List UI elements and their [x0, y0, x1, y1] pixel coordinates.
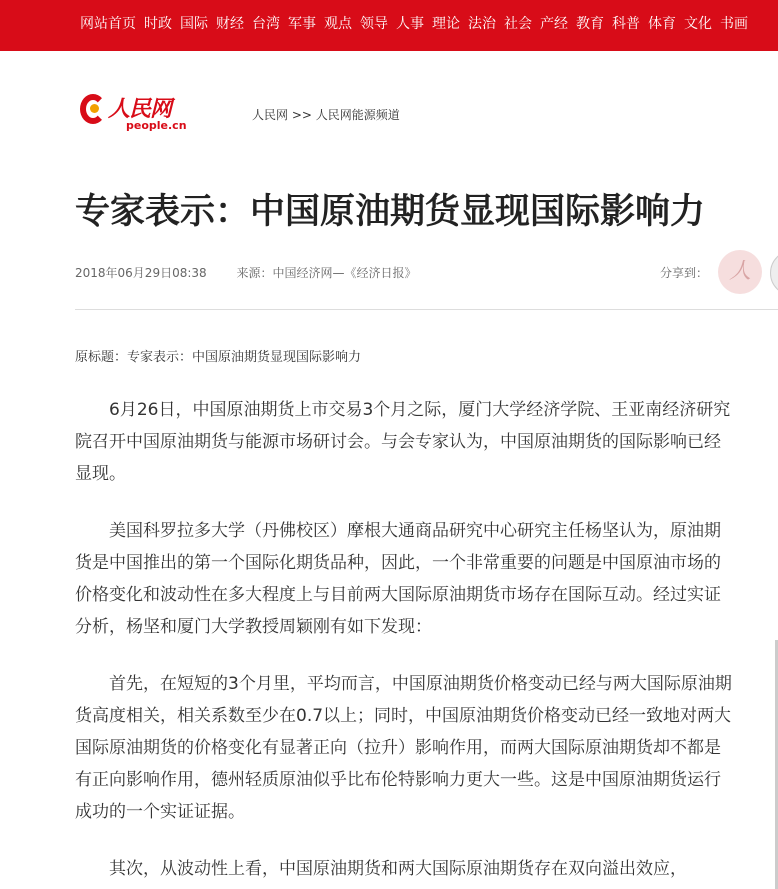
logo-cn-text: 人民网 [108, 96, 172, 122]
nav-list [80, 13, 756, 33]
nav-item-14[interactable]: 科普 [612, 16, 640, 32]
article-paragraph-3: 首先，在短短的3个月里，平均而言，中国原油期货价格变动已经与两大国际原油期货高度相关，相关系数至少在0.7以上；同时，中国原油期货价格变动已经一致地对两大国际原油期货的价格变化有显著正向（拉升）影响作用，而两大国际原油期货却不都是有正向影响作用，德州轻质原油似乎比布伦特影响力更大一些。这是中国原油期货运行成功的一个实证证据。 [75, 674, 732, 822]
nav-item-15[interactable]: 体育 [648, 16, 676, 32]
weibo-share-icon[interactable] [770, 250, 778, 296]
breadcrumb-channel-link[interactable]: 人民网能源频道 [315, 108, 400, 122]
logo-dot-icon [90, 104, 99, 113]
nav-item-7[interactable]: 领导 [360, 16, 388, 32]
article-paragraph-2: 美国科罗拉多大学（丹佛校区）摩根大通商品研究中心研究主任杨坚认为，原油期货是中国推出的第一个国际化期货品种，因此，一个非常重要的问题是中国原油市场的价格变化和波动性在多大程度上与目前两大国际原油期货市场存在国际互动。经过实证分析，杨坚和厦门大学教授周颖刚有如下发现： [75, 521, 721, 637]
people-cn-logo[interactable] [80, 92, 195, 138]
top-nav-bar [0, 0, 778, 51]
nav-item-5[interactable]: 军事 [288, 16, 316, 32]
article-paragraph-1: 6月26日，中国原油期货上市交易3个月之际，厦门大学经济学院、王亚南经济研究院召开中国原油期货与能源市场研讨会。与会专家认为，中国原油期货的国际影响已经显现。 [75, 400, 731, 484]
nav-item-17[interactable]: 书画 [720, 16, 748, 32]
nav-item-0[interactable]: 网站首页 [80, 16, 136, 32]
share-label: 分享到： [660, 266, 709, 280]
breadcrumb-home-link[interactable]: 人民网 [252, 108, 289, 122]
article-source: 来源：中国经济网—《经济日报》 [236, 266, 417, 280]
people-share-icon[interactable]: 人 [718, 250, 762, 294]
nav-item-16[interactable]: 文化 [684, 16, 712, 32]
article-meta [75, 264, 417, 281]
nav-item-2[interactable]: 国际 [180, 16, 208, 32]
article-datetime: 2018年06月29日08:38 [75, 266, 207, 280]
article-title: 专家表示：中国原油期货显现国际影响力 [75, 192, 706, 232]
nav-item-10[interactable]: 法治 [468, 16, 496, 32]
header-divider [75, 309, 778, 310]
nav-item-11[interactable]: 社会 [504, 16, 532, 32]
nav-item-1[interactable]: 时政 [144, 16, 172, 32]
nav-item-12[interactable]: 产经 [540, 16, 568, 32]
breadcrumb [252, 106, 400, 123]
nav-item-9[interactable]: 理论 [432, 16, 460, 32]
nav-item-13[interactable]: 教育 [576, 16, 604, 32]
original-title: 原标题：专家表示：中国原油期货显现国际影响力 [75, 350, 362, 365]
logo-en-text: people.cn [126, 119, 187, 132]
nav-item-4[interactable]: 台湾 [252, 16, 280, 32]
breadcrumb-separator: >> [291, 108, 312, 122]
nav-item-6[interactable]: 观点 [324, 16, 352, 32]
nav-item-8[interactable]: 人事 [396, 16, 424, 32]
nav-item-3[interactable]: 财经 [216, 16, 244, 32]
article-paragraph-4: 其次，从波动性上看，中国原油期货和两大国际原油期货存在双向溢出效应， [109, 859, 687, 879]
